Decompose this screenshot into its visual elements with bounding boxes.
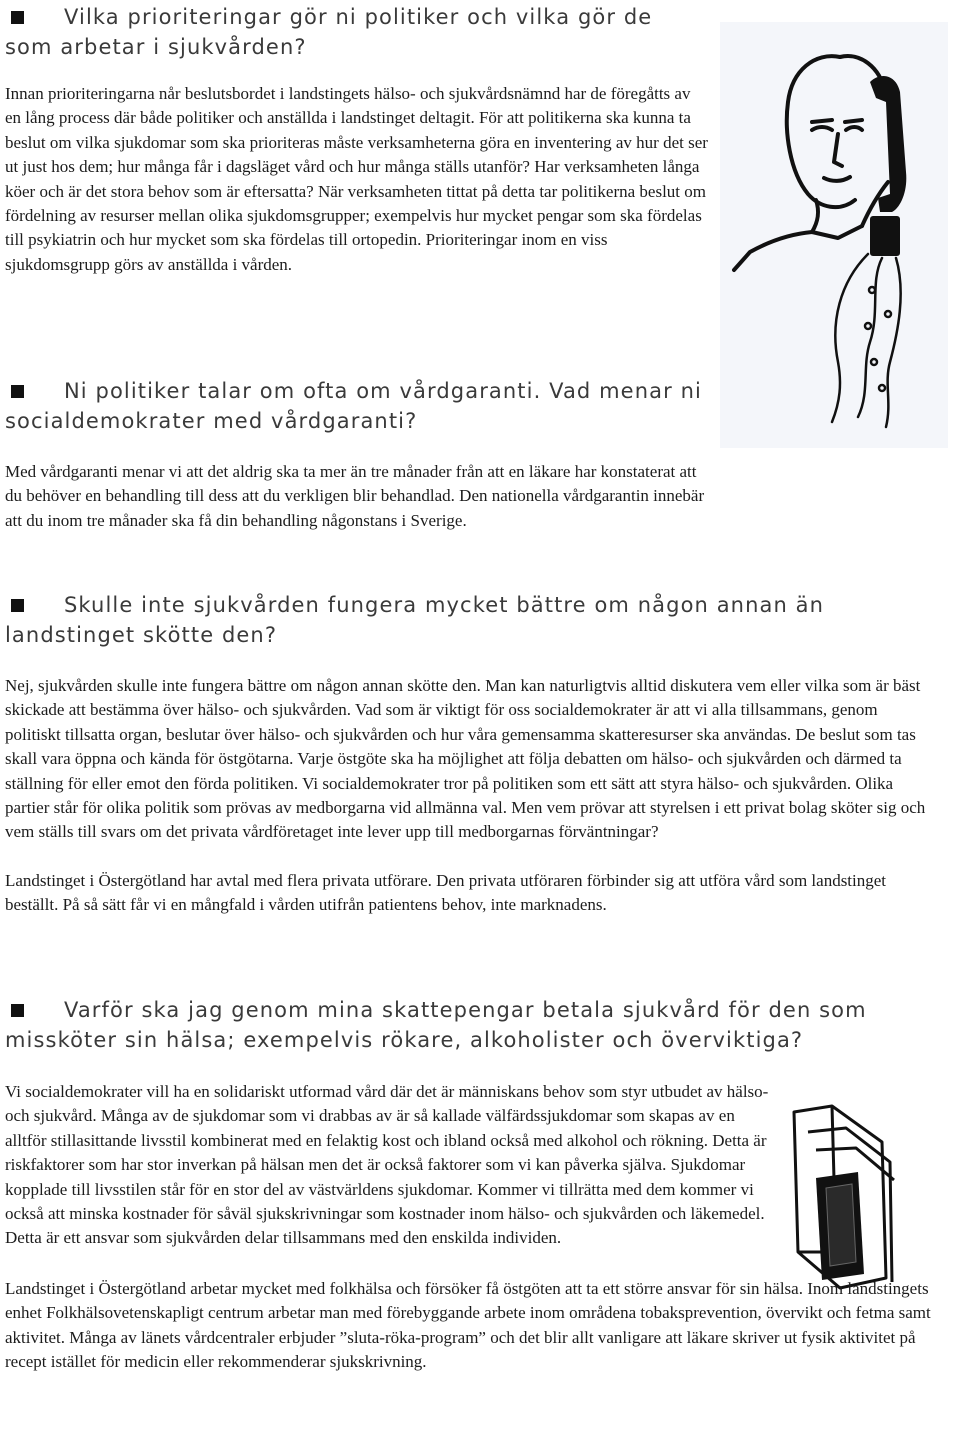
- paragraph: Vi socialdemokrater vill ha en solidariskt utformad vård där det är människans behov som styr utbudet av hälso- och sjukvård. Många av de sjukdomar som vi drabbas av är så kallade välfärdssjukdomar som skapas av en alltför stillasittande livsstil kombinerat med en felaktig kost och ibland också med alkohol och rökning. Detta är riskfaktorer som har stor inverkan på hälsan men det är också faktorer som vi kan påverka själva. Sjukdomar kopplade till livsstilen står för en stor del av västvärldens sjukdomar. Kommer vi tillrätta med dem kommer vi också att minska kostnader för såväl sjukskrivningar som kostnader inom hälso- och sjukvården och läkemedel. Detta är ett ansvar som sjukvården delar tillsammans med den enskilda individen.: [5, 1082, 769, 1248]
- section-heading: [5, 376, 705, 436]
- paragraph: Landstinget i Östergötland arbetar mycket med folkhälsa och försöker få östgöten att ta ett större ansvar för sin hälsa. Inom landstingets enhet Folkhälsovetenskapligt centrum arbetar man med förebyggande arbete inom områdena tobaksprevention, övervikt och fetma samt aktivitet. Många av länets vårdcentraler erbjuder ”sluta-röka-program” och det blir allt vanligare att läkare skriver ut fysik aktivitet på recept istället för medicin eller rekommenderar sjukskrivning.: [5, 1278, 931, 1372]
- square-bullet-icon: [11, 11, 24, 24]
- question-text: Skulle inte sjukvården fungera mycket bättre om någon annan än landstinget skötte den?: [5, 593, 825, 647]
- paragraph: Landstinget i Östergötland har avtal med flera privata utförare. Den privata utföraren förbinder sig att utföra vård som landstinget beställt. På så sätt får vi en mångfald i vården utifrån patientens behov, inte marknadens.: [5, 870, 887, 915]
- section-2: [5, 376, 705, 436]
- paragraph: Med vårdgaranti menar vi att det aldrig ska ta mer än tre månader från att en läkare har konstaterat att du behöver en behandling till dess att du verkligen blir behandlad. Den nationella vårdgarantin innebär att du inom tre månader ska få din behandling någonstans i Sverige.: [5, 462, 705, 530]
- section-3: [5, 590, 935, 650]
- section-4: [5, 995, 950, 1055]
- square-bullet-icon: [11, 599, 24, 612]
- books-illustration: [786, 1102, 906, 1292]
- section-3-body: [5, 674, 930, 918]
- section-1-body: [5, 82, 709, 277]
- section-heading: [5, 590, 935, 650]
- question-text: Vilka prioriteringar gör ni politiker och vilka gör de som arbetar i sjukvården?: [5, 5, 653, 59]
- section-4-body: [5, 1080, 931, 1374]
- paragraph: Innan prioriteringarna når beslutsbordet i landstingets hälso- och sjukvårdsnämnd har de föregåtts av en lång process där både politiker och anställda i landstinget deltagit. För att politikerna ska kunna ta beslut om vilka sjukdomar som ska prioriteras måste verksamheterna göra en inventering av hur det ser ut just hos dem; hur många får i dagsläget vård och hur många ställs utanför? Har verksamheten långa köer och är det stora behov som är eftersatta? När verksamheten tittat på detta tar politikerna beslut om fördelning av resurser mellan olika sjukdomsgrupper; exempelvis hur mycket pengar som ska fördelas till psykiatrin och hur mycket som ska fördelas till ortopedin. Prioriteringar inom en viss sjukdomsgrupp görs av anställda i vården.: [5, 84, 708, 274]
- section-1: [5, 2, 695, 62]
- question-text: Varför ska jag genom mina skattepengar betala sjukvård för den som missköter sin hälsa; exempelvis rökare, alkoholister och överviktiga?: [5, 998, 867, 1052]
- paragraph: Nej, sjukvården skulle inte fungera bättre om någon annan skötte den. Man kan naturligtvis alltid diskutera vem eller vilka som är bäst skickade att bestämma över hälso- och sjukvården. Vad som är viktigt för oss socialdemokrater är att vi alla tillsammans, genom politiskt tillsatta organ, beslutar över hälso- och sjukvården och hur våra gemensamma skatteresurser ska användas. De beslut som tas skall vara öppna och kända för östgötarna. Varje östgöte ska ha möjlighet att följa debatten om hälso- och sjukvården och därmed ta ställning för eller emot den förda politiken. Vi socialdemokrater tror på politiken som ett sätt att styra hälso- och sjukvården. Olika partier står för olika politik som prövas av medborgarna vid allmänna val. Men vem prövar att styrelsen i ett privat bolag sköter sig och vem ställs till svars om det privata vårdföretaget inte lever upp till medborgarnas förväntningar?: [5, 676, 926, 842]
- square-bullet-icon: [11, 1004, 24, 1017]
- section-heading: [5, 995, 950, 1055]
- section-heading: [5, 2, 695, 62]
- telephone-man-illustration: [720, 22, 948, 448]
- section-2-body: [5, 460, 715, 533]
- square-bullet-icon: [11, 385, 24, 398]
- question-text: Ni politiker talar om ofta om vårdgaranti. Vad menar ni socialdemokrater med vårdgaranti?: [5, 379, 702, 433]
